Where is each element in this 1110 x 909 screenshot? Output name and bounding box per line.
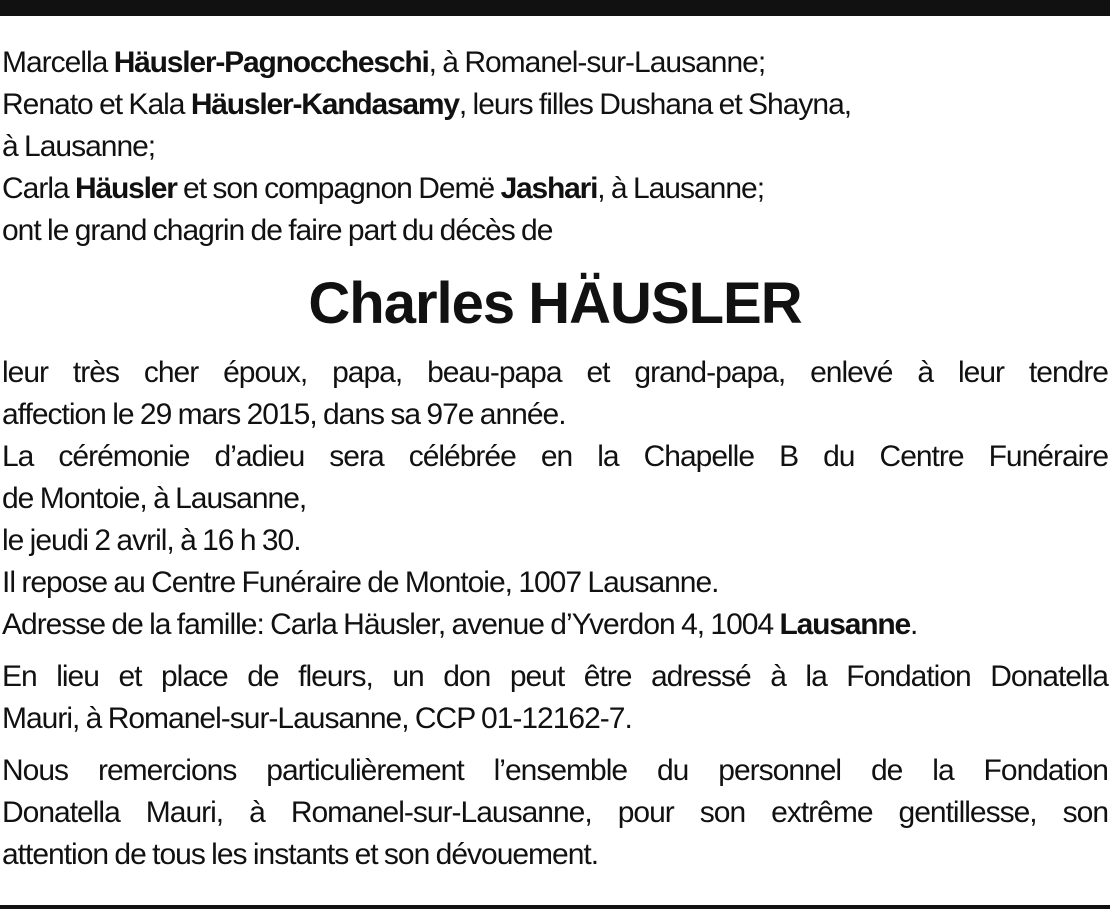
family-address xyxy=(2,604,1108,646)
bottom-rule xyxy=(0,905,1110,909)
donation-line-2: Mauri, à Romanel-sur-Lausanne, CCP 01-12162-7. xyxy=(2,702,632,735)
details-line-6: Il repose au Centre Funéraire de Montoie, 1007 Lausanne. xyxy=(2,566,719,599)
family-line-1-pre: Marcella xyxy=(2,46,114,79)
family-surname-2: Häusler-Kandasamy xyxy=(190,88,459,121)
donation-line-1: En lieu et place de fleurs, un don peut être adressé à la Fondation Donatella xyxy=(2,660,1108,693)
deceased-name: Charles HÄUSLER xyxy=(308,271,802,336)
thanks-line-1: Nous remercions particulièrement l’ensemble du personnel de la Fondation xyxy=(2,754,1108,787)
details-line-3: La cérémonie d’adieu sera célébrée en la Chapelle B du Centre Funéraire xyxy=(2,440,1108,473)
details-line-5: le jeudi 2 avril, à 16 h 30. xyxy=(2,524,301,557)
obituary-notice xyxy=(2,42,1108,876)
details-line-4: de Montoie, à Lausanne, xyxy=(2,482,307,515)
family-line-1 xyxy=(2,42,1108,84)
family-surname-3: Häusler xyxy=(75,172,177,205)
family-address-text: Adresse de la famille: Carla Häusler, avenue d’Yverdon 4, 1004 xyxy=(2,608,780,641)
family-line-4-mid: et son compagnon Demë xyxy=(176,172,501,205)
family-line-2-pre: Renato et Kala xyxy=(2,88,191,121)
family-line-4 xyxy=(2,168,1108,210)
family-line-4-pre: Carla xyxy=(2,172,76,205)
announcement-line: ont le grand chagrin de faire part du décès de xyxy=(2,214,553,247)
family-line-2 xyxy=(2,84,1108,126)
family-surname-1: Häusler-Pagnoccheschi xyxy=(113,46,429,79)
family-surname-4: Jashari xyxy=(500,172,598,205)
details-line-1: leur très cher époux, papa, beau-papa et grand-papa, enlevé à leur tendre xyxy=(2,356,1108,389)
thanks-line-3: attention de tous les instants et son dévouement. xyxy=(2,838,599,871)
family-line-2-post: , leurs filles Dushana et Shayna, xyxy=(458,88,852,121)
family-line-3: à Lausanne; xyxy=(2,130,156,163)
top-rule xyxy=(0,0,1110,16)
family-address-end: . xyxy=(909,608,918,641)
details-line-2: affection le 29 mars 2015, dans sa 97e année. xyxy=(2,398,566,431)
thanks-line-2: Donatella Mauri, à Romanel-sur-Lausanne, pour son extrême gentillesse, son xyxy=(2,796,1108,829)
family-line-1-post: , à Romanel-sur-Lausanne; xyxy=(428,46,766,79)
family-address-city: Lausanne xyxy=(779,608,910,641)
family-line-4-post: , à Lausanne; xyxy=(597,172,765,205)
